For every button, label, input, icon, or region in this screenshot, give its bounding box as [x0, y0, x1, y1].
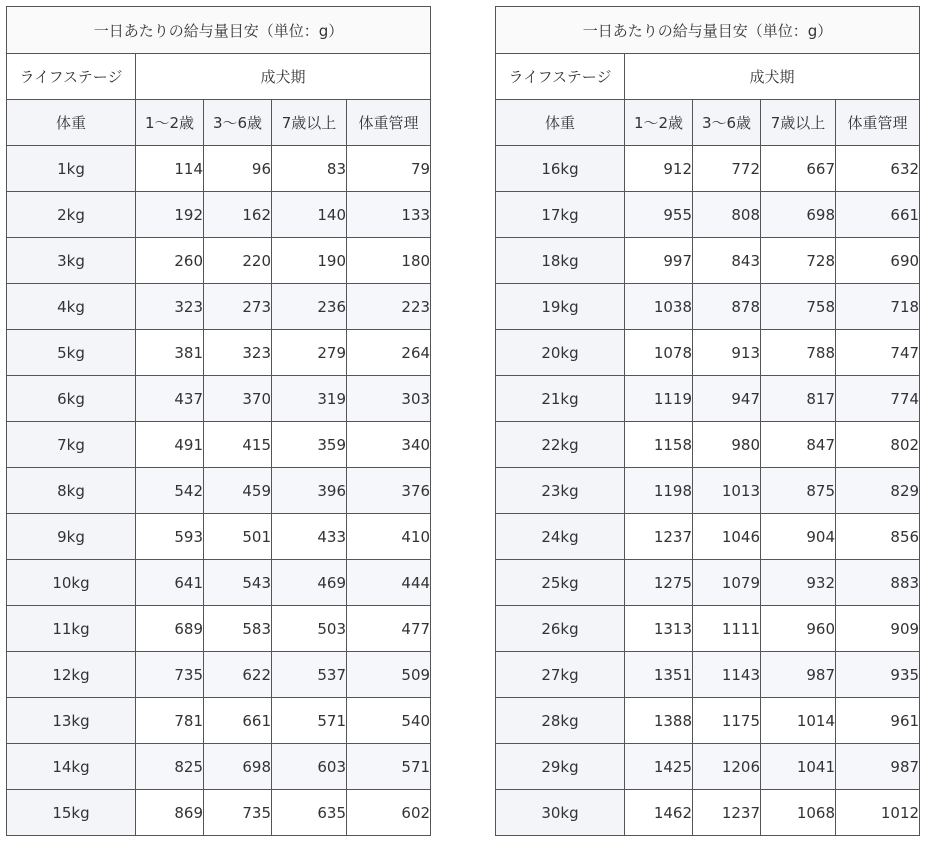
value-cell: 690: [836, 238, 920, 284]
column-header-weight: 体重: [7, 100, 136, 146]
table-row: [496, 560, 920, 606]
weight-cell: 22kg: [496, 422, 625, 468]
value-cell: 947: [693, 376, 761, 422]
value-cell: 632: [836, 146, 920, 192]
value-cell: 1388: [625, 698, 693, 744]
value-cell: 1014: [761, 698, 836, 744]
value-cell: 381: [136, 330, 204, 376]
value-cell: 323: [204, 330, 272, 376]
value-cell: 1175: [693, 698, 761, 744]
life-stage-label: ライフステージ: [496, 54, 625, 100]
value-cell: 1038: [625, 284, 693, 330]
value-cell: 279: [272, 330, 347, 376]
value-cell: 1158: [625, 422, 693, 468]
weight-cell: 30kg: [496, 790, 625, 836]
column-header-age-7-plus: 7歳以上: [761, 100, 836, 146]
value-cell: 260: [136, 238, 204, 284]
value-cell: 1351: [625, 652, 693, 698]
value-cell: 774: [836, 376, 920, 422]
weight-cell: 7kg: [7, 422, 136, 468]
table-row: [496, 376, 920, 422]
column-header-age-1-2: 1～2歳: [136, 100, 204, 146]
weight-cell: 9kg: [7, 514, 136, 560]
weight-cell: 11kg: [7, 606, 136, 652]
value-cell: 602: [347, 790, 431, 836]
column-header-age-1-2: 1～2歳: [625, 100, 693, 146]
value-cell: 997: [625, 238, 693, 284]
weight-cell: 17kg: [496, 192, 625, 238]
value-cell: 1313: [625, 606, 693, 652]
value-cell: 1275: [625, 560, 693, 606]
value-cell: 802: [836, 422, 920, 468]
value-cell: 491: [136, 422, 204, 468]
weight-cell: 5kg: [7, 330, 136, 376]
value-cell: 1462: [625, 790, 693, 836]
value-cell: 1425: [625, 744, 693, 790]
weight-cell: 3kg: [7, 238, 136, 284]
weight-cell: 28kg: [496, 698, 625, 744]
life-stage-value: 成犬期: [136, 54, 431, 100]
value-cell: 396: [272, 468, 347, 514]
weight-cell: 15kg: [7, 790, 136, 836]
value-cell: 961: [836, 698, 920, 744]
table-row: [496, 514, 920, 560]
table-row: [7, 238, 431, 284]
value-cell: 728: [761, 238, 836, 284]
value-cell: 909: [836, 606, 920, 652]
value-cell: 825: [136, 744, 204, 790]
value-cell: 571: [272, 698, 347, 744]
value-cell: 808: [693, 192, 761, 238]
column-header-age-3-6: 3～6歳: [204, 100, 272, 146]
value-cell: 1143: [693, 652, 761, 698]
value-cell: 1046: [693, 514, 761, 560]
table-row: [496, 422, 920, 468]
value-cell: 641: [136, 560, 204, 606]
value-cell: 689: [136, 606, 204, 652]
value-cell: 847: [761, 422, 836, 468]
weight-cell: 13kg: [7, 698, 136, 744]
value-cell: 437: [136, 376, 204, 422]
weight-cell: 21kg: [496, 376, 625, 422]
table-row: [7, 146, 431, 192]
weight-cell: 26kg: [496, 606, 625, 652]
value-cell: 1111: [693, 606, 761, 652]
value-cell: 1206: [693, 744, 761, 790]
value-cell: 1119: [625, 376, 693, 422]
weight-cell: 18kg: [496, 238, 625, 284]
value-cell: 444: [347, 560, 431, 606]
value-cell: 359: [272, 422, 347, 468]
value-cell: 718: [836, 284, 920, 330]
table-row: [7, 652, 431, 698]
value-cell: 904: [761, 514, 836, 560]
value-cell: 843: [693, 238, 761, 284]
table-row: [496, 652, 920, 698]
value-cell: 192: [136, 192, 204, 238]
value-cell: 433: [272, 514, 347, 560]
value-cell: 955: [625, 192, 693, 238]
value-cell: 220: [204, 238, 272, 284]
table-row: [496, 238, 920, 284]
value-cell: 698: [204, 744, 272, 790]
table-title: 一日あたりの給与量目安（単位：g）: [7, 7, 431, 54]
weight-cell: 23kg: [496, 468, 625, 514]
value-cell: 376: [347, 468, 431, 514]
value-cell: 1013: [693, 468, 761, 514]
value-cell: 735: [136, 652, 204, 698]
value-cell: 79: [347, 146, 431, 192]
weight-cell: 29kg: [496, 744, 625, 790]
value-cell: 509: [347, 652, 431, 698]
value-cell: 788: [761, 330, 836, 376]
value-cell: 772: [693, 146, 761, 192]
value-cell: 735: [204, 790, 272, 836]
column-header-age-3-6: 3～6歳: [693, 100, 761, 146]
table-row: [7, 284, 431, 330]
value-cell: 987: [761, 652, 836, 698]
value-cell: 661: [204, 698, 272, 744]
value-cell: 878: [693, 284, 761, 330]
value-cell: 875: [761, 468, 836, 514]
table-row: [7, 698, 431, 744]
value-cell: 883: [836, 560, 920, 606]
value-cell: 162: [204, 192, 272, 238]
value-cell: 190: [272, 238, 347, 284]
value-cell: 542: [136, 468, 204, 514]
table-row: [496, 330, 920, 376]
value-cell: 661: [836, 192, 920, 238]
value-cell: 603: [272, 744, 347, 790]
weight-cell: 6kg: [7, 376, 136, 422]
value-cell: 1079: [693, 560, 761, 606]
value-cell: 583: [204, 606, 272, 652]
value-cell: 410: [347, 514, 431, 560]
value-cell: 459: [204, 468, 272, 514]
value-cell: 932: [761, 560, 836, 606]
life-stage-value: 成犬期: [625, 54, 920, 100]
weight-cell: 4kg: [7, 284, 136, 330]
value-cell: 1041: [761, 744, 836, 790]
table-row: [496, 698, 920, 744]
value-cell: 501: [204, 514, 272, 560]
value-cell: 1198: [625, 468, 693, 514]
table-row: [7, 560, 431, 606]
weight-cell: 24kg: [496, 514, 625, 560]
value-cell: 415: [204, 422, 272, 468]
value-cell: 1237: [693, 790, 761, 836]
value-cell: 273: [204, 284, 272, 330]
table-row: [7, 468, 431, 514]
value-cell: 635: [272, 790, 347, 836]
value-cell: 856: [836, 514, 920, 560]
value-cell: 319: [272, 376, 347, 422]
value-cell: 303: [347, 376, 431, 422]
feeding-table-left: [6, 6, 431, 836]
table-row: [496, 468, 920, 514]
table-row: [496, 606, 920, 652]
table-row: [496, 790, 920, 836]
value-cell: 869: [136, 790, 204, 836]
value-cell: 1068: [761, 790, 836, 836]
table-row: [7, 192, 431, 238]
weight-cell: 16kg: [496, 146, 625, 192]
value-cell: 622: [204, 652, 272, 698]
value-cell: 477: [347, 606, 431, 652]
value-cell: 747: [836, 330, 920, 376]
value-cell: 223: [347, 284, 431, 330]
value-cell: 1237: [625, 514, 693, 560]
value-cell: 323: [136, 284, 204, 330]
table-row: [7, 606, 431, 652]
value-cell: 180: [347, 238, 431, 284]
life-stage-label: ライフステージ: [7, 54, 136, 100]
table-row: [7, 376, 431, 422]
value-cell: 370: [204, 376, 272, 422]
column-header-weight-mgmt: 体重管理: [836, 100, 920, 146]
value-cell: 593: [136, 514, 204, 560]
value-cell: 96: [204, 146, 272, 192]
value-cell: 340: [347, 422, 431, 468]
weight-cell: 27kg: [496, 652, 625, 698]
value-cell: 503: [272, 606, 347, 652]
table-row: [7, 514, 431, 560]
value-cell: 667: [761, 146, 836, 192]
weight-cell: 10kg: [7, 560, 136, 606]
value-cell: 960: [761, 606, 836, 652]
value-cell: 140: [272, 192, 347, 238]
value-cell: 1078: [625, 330, 693, 376]
value-cell: 935: [836, 652, 920, 698]
value-cell: 571: [347, 744, 431, 790]
weight-cell: 2kg: [7, 192, 136, 238]
table-row: [7, 330, 431, 376]
weight-cell: 25kg: [496, 560, 625, 606]
weight-cell: 19kg: [496, 284, 625, 330]
table-row: [496, 744, 920, 790]
value-cell: 264: [347, 330, 431, 376]
value-cell: 133: [347, 192, 431, 238]
value-cell: 912: [625, 146, 693, 192]
value-cell: 987: [836, 744, 920, 790]
value-cell: 817: [761, 376, 836, 422]
column-header-weight: 体重: [496, 100, 625, 146]
value-cell: 980: [693, 422, 761, 468]
value-cell: 543: [204, 560, 272, 606]
table-row: [7, 422, 431, 468]
table-row: [496, 284, 920, 330]
weight-cell: 20kg: [496, 330, 625, 376]
value-cell: 469: [272, 560, 347, 606]
value-cell: 781: [136, 698, 204, 744]
value-cell: 83: [272, 146, 347, 192]
table-row: [7, 744, 431, 790]
column-header-weight-mgmt: 体重管理: [347, 100, 431, 146]
table-row: [496, 146, 920, 192]
weight-cell: 14kg: [7, 744, 136, 790]
value-cell: 537: [272, 652, 347, 698]
weight-cell: 1kg: [7, 146, 136, 192]
table-row: [496, 192, 920, 238]
value-cell: 829: [836, 468, 920, 514]
value-cell: 540: [347, 698, 431, 744]
table-row: [7, 790, 431, 836]
value-cell: 236: [272, 284, 347, 330]
table-title: 一日あたりの給与量目安（単位：g）: [496, 7, 920, 54]
weight-cell: 12kg: [7, 652, 136, 698]
value-cell: 758: [761, 284, 836, 330]
value-cell: 698: [761, 192, 836, 238]
feeding-table-right: [495, 6, 920, 836]
value-cell: 1012: [836, 790, 920, 836]
weight-cell: 8kg: [7, 468, 136, 514]
column-header-age-7-plus: 7歳以上: [272, 100, 347, 146]
value-cell: 114: [136, 146, 204, 192]
value-cell: 913: [693, 330, 761, 376]
